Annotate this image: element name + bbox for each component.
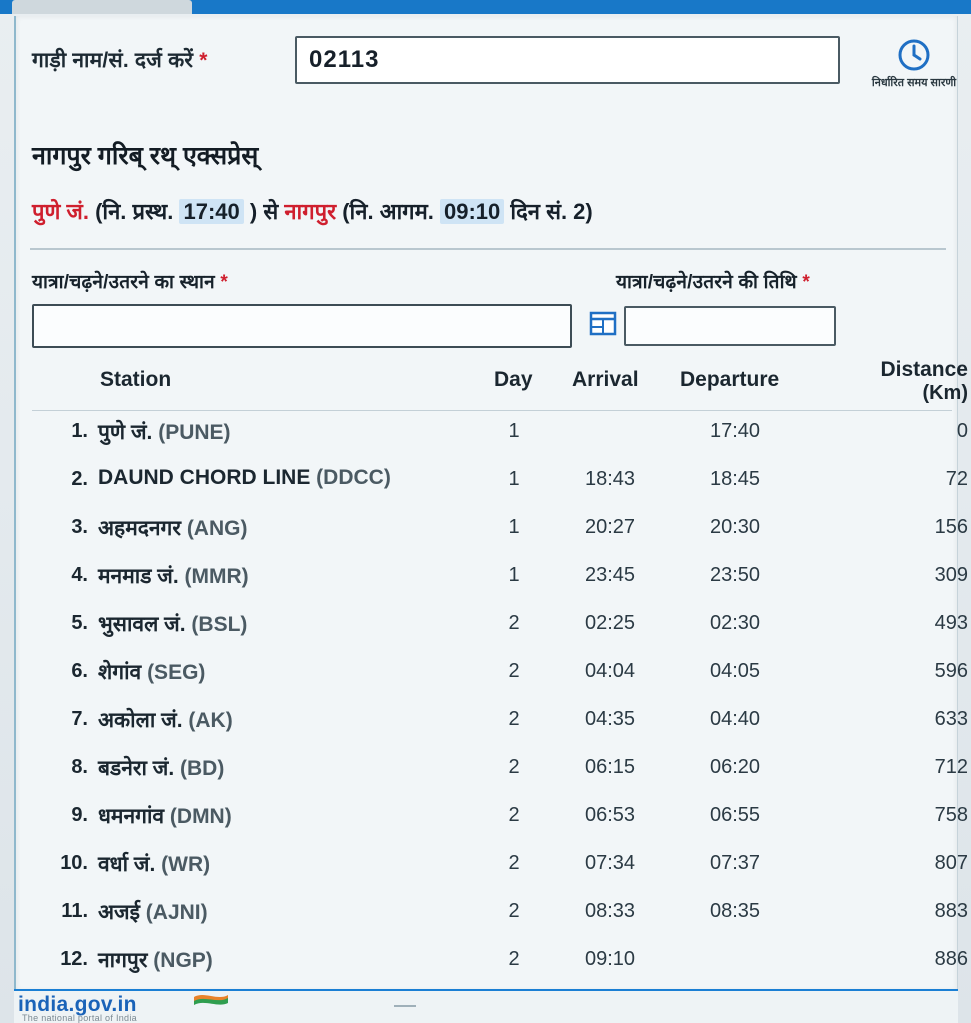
table-row[interactable]	[32, 940, 968, 988]
row-index: 10.	[60, 852, 88, 874]
row-distance: 712	[934, 756, 968, 778]
journey-date-label	[616, 268, 810, 294]
journey-date-label-text: यात्रा/चढ़ने/उतरने की तिथि	[616, 272, 797, 293]
table-row[interactable]	[32, 460, 968, 508]
row-distance: 633	[934, 708, 968, 730]
row-station-code: (AJNI)	[145, 901, 208, 924]
header-station: Station	[100, 368, 172, 391]
row-station-name: पुणे जं.	[98, 421, 159, 444]
footer-bar	[14, 989, 958, 1023]
table-row[interactable]	[32, 652, 968, 700]
train-number-required-mark: *	[199, 49, 208, 72]
boarding-required-mark: *	[220, 272, 228, 293]
boarding-station-label-text: यात्रा/चढ़ने/उतरने का स्थान	[32, 272, 215, 293]
gov-logo[interactable]: india.gov.in	[18, 993, 137, 1016]
row-station-code: (ANG)	[186, 517, 248, 540]
schedule-table	[32, 356, 968, 988]
row-station-code: (DDCC)	[316, 466, 391, 489]
header-arrival: Arrival	[572, 368, 639, 391]
row-station-name: मनमाड जं.	[98, 565, 185, 588]
row-station	[98, 418, 231, 446]
row-distance: 493	[934, 612, 968, 634]
row-distance: 596	[934, 660, 968, 682]
route-mid: ) से	[249, 199, 279, 224]
row-arrival: 18:43	[584, 468, 636, 490]
boarding-station-input[interactable]	[32, 304, 572, 348]
row-day: 2	[508, 804, 520, 826]
row-departure: 04:40	[709, 708, 761, 730]
timetable-caption: निर्धारित समय सारणी	[871, 77, 957, 89]
row-departure: 23:50	[709, 564, 761, 586]
row-index: 12.	[60, 948, 88, 970]
row-station-name: नागपुर	[98, 949, 154, 972]
row-station-code: (BD)	[180, 757, 225, 780]
row-distance: 883	[934, 900, 968, 922]
flag-icon	[194, 995, 228, 1009]
row-day: 1	[508, 468, 520, 490]
row-departure: 17:40	[709, 420, 761, 442]
row-arrival: 02:25	[584, 612, 636, 634]
row-day: 1	[508, 420, 520, 442]
browser-top-bar	[0, 0, 971, 14]
clock-icon	[858, 36, 970, 74]
train-number-input[interactable]	[295, 36, 840, 84]
row-station	[98, 898, 208, 926]
irctc-form-panel	[14, 16, 968, 991]
row-departure: 06:55	[709, 804, 761, 826]
browser-tab[interactable]	[12, 0, 192, 14]
row-day: 1	[508, 564, 520, 586]
footer-divider	[394, 1005, 416, 1007]
table-row[interactable]	[32, 700, 968, 748]
row-station-code: (AK)	[188, 709, 233, 732]
row-station	[98, 562, 249, 590]
route-dep-prefix: (नि. प्रस्थ.	[95, 199, 174, 224]
route-dep-time: 17:40	[179, 199, 243, 224]
row-distance: 807	[934, 852, 968, 874]
row-station-name: वर्धा जं.	[98, 853, 162, 876]
table-row[interactable]	[32, 748, 968, 796]
route-arr-time: 09:10	[440, 199, 504, 224]
row-arrival: 23:45	[584, 564, 636, 586]
train-name: नागपुर गरिब् रथ् एक्सप्रेस्	[32, 142, 259, 170]
row-index: 5.	[71, 612, 88, 634]
schedule-rows	[32, 412, 968, 988]
row-arrival: 09:10	[584, 948, 636, 970]
row-day: 2	[508, 852, 520, 874]
row-day: 2	[508, 900, 520, 922]
row-departure: 06:20	[709, 756, 761, 778]
calendar-icon-button[interactable]	[586, 306, 620, 342]
row-station	[98, 850, 210, 878]
boarding-station-label	[32, 268, 228, 294]
row-station-name: भुसावल जं.	[98, 613, 192, 636]
row-arrival: 06:15	[584, 756, 636, 778]
row-station	[98, 706, 233, 734]
row-station	[98, 946, 213, 974]
row-departure: 20:30	[709, 516, 761, 538]
row-station-name: अकोला जं.	[98, 709, 189, 732]
header-day: Day	[494, 368, 533, 391]
row-distance: 156	[934, 516, 968, 538]
row-departure: 08:35	[709, 900, 761, 922]
row-day: 2	[508, 756, 520, 778]
route-to-city: नागपुर	[284, 199, 337, 224]
calendar-icon	[586, 306, 620, 340]
train-number-label-text: गाड़ी नाम/सं. दर्ज करें	[32, 49, 194, 72]
row-station	[98, 466, 391, 490]
row-station-name: अजई	[98, 901, 146, 924]
row-index: 9.	[71, 804, 88, 826]
row-index: 4.	[71, 564, 88, 586]
row-station-code: (NGP)	[153, 949, 213, 972]
row-arrival: 08:33	[584, 900, 636, 922]
row-index: 1.	[71, 420, 88, 442]
row-station-name: धमनगांव	[98, 805, 170, 828]
header-distance-unit: (Km)	[922, 382, 968, 404]
table-row[interactable]	[32, 556, 968, 604]
row-station-code: (SEG)	[147, 661, 206, 684]
header-distance	[852, 358, 968, 405]
row-station-code: (MMR)	[184, 565, 249, 588]
table-row[interactable]	[32, 844, 968, 892]
timetable-block[interactable]	[858, 36, 970, 90]
row-arrival: 06:53	[584, 804, 636, 826]
table-row[interactable]	[32, 604, 968, 652]
row-station-name: DAUND CHORD LINE	[98, 466, 317, 489]
row-station-name: अहमदनगर	[98, 517, 187, 540]
row-departure: 18:45	[709, 468, 761, 490]
row-station	[98, 610, 247, 638]
row-station-code: (DMN)	[169, 805, 232, 828]
row-station-code: (BSL)	[191, 613, 248, 636]
row-station-name: शेगांव	[98, 661, 148, 684]
row-index: 7.	[71, 708, 88, 730]
row-distance: 886	[934, 948, 968, 970]
row-distance: 72	[945, 468, 968, 490]
table-row[interactable]	[32, 892, 968, 940]
journey-date-required-mark: *	[802, 272, 810, 293]
table-row[interactable]	[32, 508, 968, 556]
row-arrival: 20:27	[584, 516, 636, 538]
row-day: 2	[508, 708, 520, 730]
route-from-city: पुणे जं.	[32, 199, 89, 224]
row-arrival: 07:34	[584, 852, 636, 874]
header-rule	[32, 410, 952, 411]
row-index: 8.	[71, 756, 88, 778]
row-distance: 309	[934, 564, 968, 586]
row-distance: 0	[956, 420, 968, 442]
train-number-label	[32, 46, 208, 74]
row-index: 6.	[71, 660, 88, 682]
row-departure: 02:30	[709, 612, 761, 634]
row-distance: 758	[934, 804, 968, 826]
row-index: 11.	[61, 900, 88, 922]
row-departure: 07:37	[709, 852, 761, 874]
journey-date-input[interactable]	[624, 306, 836, 346]
row-station	[98, 514, 247, 542]
section-divider	[30, 248, 946, 250]
row-station	[98, 802, 232, 830]
table-row[interactable]	[32, 796, 968, 844]
schedule-table-header	[32, 356, 968, 412]
row-index: 2.	[71, 468, 88, 490]
row-station	[98, 658, 205, 686]
route-arr-prefix: (नि. आगम.	[342, 199, 434, 224]
row-day: 2	[508, 948, 520, 970]
row-day: 2	[508, 612, 520, 634]
row-index: 3.	[71, 516, 88, 538]
header-distance-text: Distance	[880, 358, 968, 381]
row-station-code: (PUNE)	[158, 421, 231, 444]
header-departure: Departure	[680, 368, 780, 391]
row-station	[98, 754, 224, 782]
row-station-name: बडनेरा जं.	[98, 757, 180, 780]
row-arrival: 04:04	[584, 660, 636, 682]
route-day-text: दिन सं. 2)	[510, 199, 593, 224]
table-row[interactable]	[32, 412, 968, 460]
route-summary	[32, 196, 593, 226]
row-arrival: 04:35	[584, 708, 636, 730]
row-day: 2	[508, 660, 520, 682]
train-number-row	[30, 36, 957, 92]
row-departure: 04:05	[709, 660, 761, 682]
row-day: 1	[508, 516, 520, 538]
gov-logo-subtitle: The national portal of India	[22, 1013, 137, 1023]
row-station-code: (WR)	[161, 853, 211, 876]
